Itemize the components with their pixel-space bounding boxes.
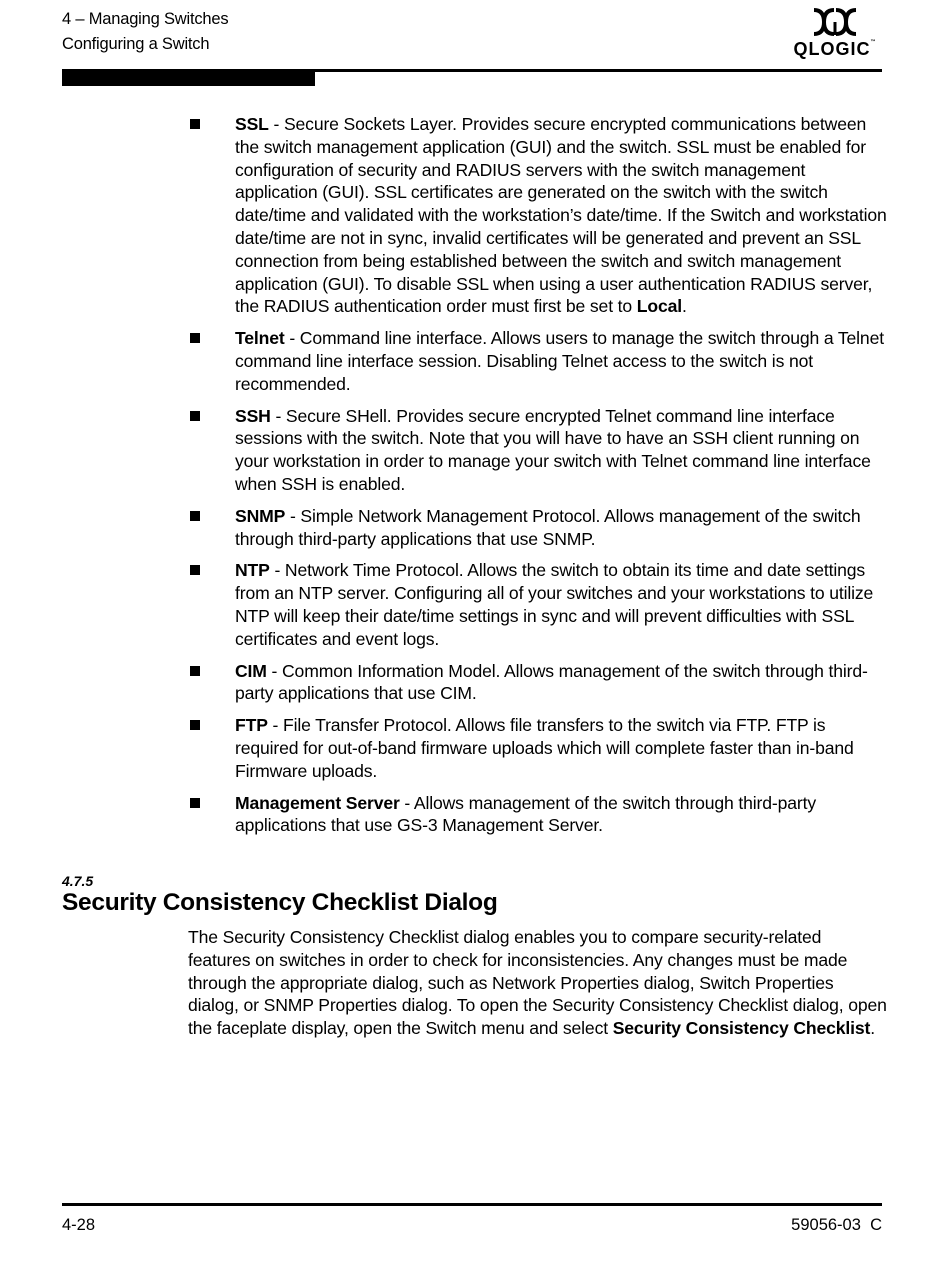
list-item-ftp: FTP - File Transfer Protocol. Allows file transfers to the switch via FTP. FTP is required for out-of-band firmware uploads which will complete faster than in-band Firmware uploads.	[188, 714, 888, 782]
list-item-ssh: SSH - Secure SHell. Provides secure encrypted Telnet command line interface sessions with the switch. Note that you will have to have an SSH client running on your workstation in order to manage your switch with Telnet command line interface when SSH is enabled.	[188, 405, 888, 496]
list-item-ssl: SSL - Secure Sockets Layer. Provides secure encrypted communications between the switch management application (GUI) and the switch. SSL must be enabled for configuration of security and RADIUS servers with the switch management application (GUI). SSL certificates are generated on the switch with the switch date/time and validated with the workstation’s date/time. If the Switch and workstation date/time are not in sync, invalid certificates will be generated and prevent an SSL connection from being established between the switch and switch management application (GUI). To disable SSL when using a user authentication RADIUS server, the RADIUS authentication order must first be set to Local.	[188, 113, 888, 318]
section-body: The Security Consistency Checklist dialog enables you to compare security-related features on switches in order to check for inconsistencies. Any changes must be made through the appropriate dialog, such as Network Properties dialog, Switch Properties dialog, or SNMP Properties dialog. To open the Security Consistency Checklist dialog, open the faceplate display, open the Switch menu and select Security Consistency Checklist.	[188, 927, 887, 1039]
bullet-square-icon	[190, 511, 200, 521]
qlogic-logo-icon	[812, 8, 858, 36]
section-title: Security Consistency Checklist Dialog	[62, 889, 498, 916]
section-number: 4.7.5	[62, 873, 94, 889]
list-item-cim: CIM - Common Information Model. Allows management of the switch through third-party applications that use CIM.	[188, 660, 888, 706]
page-number: 4-28	[62, 1216, 96, 1234]
header-section: Configuring a Switch	[62, 35, 210, 53]
header-tab-bar	[62, 69, 315, 86]
document-id: 59056-03 C	[791, 1216, 882, 1234]
bullet-square-icon	[190, 119, 200, 129]
qlogic-logo	[790, 6, 880, 60]
list-item-management-server: Management Server - Allows management of the switch through third-party applications that use GS-3 Management Server.	[188, 792, 888, 838]
feature-list	[188, 113, 888, 846]
bullet-square-icon	[190, 666, 200, 676]
header-chapter: 4 – Managing Switches	[62, 10, 229, 28]
list-item-ntp: NTP - Network Time Protocol. Allows the switch to obtain its time and date settings from an NTP server. Configuring all of your switches and your workstations to utilize NTP will keep their date/time settings in sync and will prevent difficulties with SSL certificates and event logs.	[188, 559, 888, 650]
logo-wordmark: QLOGIC™	[793, 39, 877, 59]
bullet-square-icon	[190, 798, 200, 808]
bullet-square-icon	[190, 565, 200, 575]
bullet-square-icon	[190, 720, 200, 730]
footer-rule	[62, 1203, 882, 1206]
bullet-square-icon	[190, 411, 200, 421]
list-item-telnet: Telnet - Command line interface. Allows users to manage the switch through a Telnet command line interface session. Disabling Telnet access to the switch is not recommended.	[188, 327, 888, 395]
bullet-square-icon	[190, 333, 200, 343]
list-item-snmp: SNMP - Simple Network Management Protocol. Allows management of the switch through third-party applications that use SNMP.	[188, 505, 888, 551]
